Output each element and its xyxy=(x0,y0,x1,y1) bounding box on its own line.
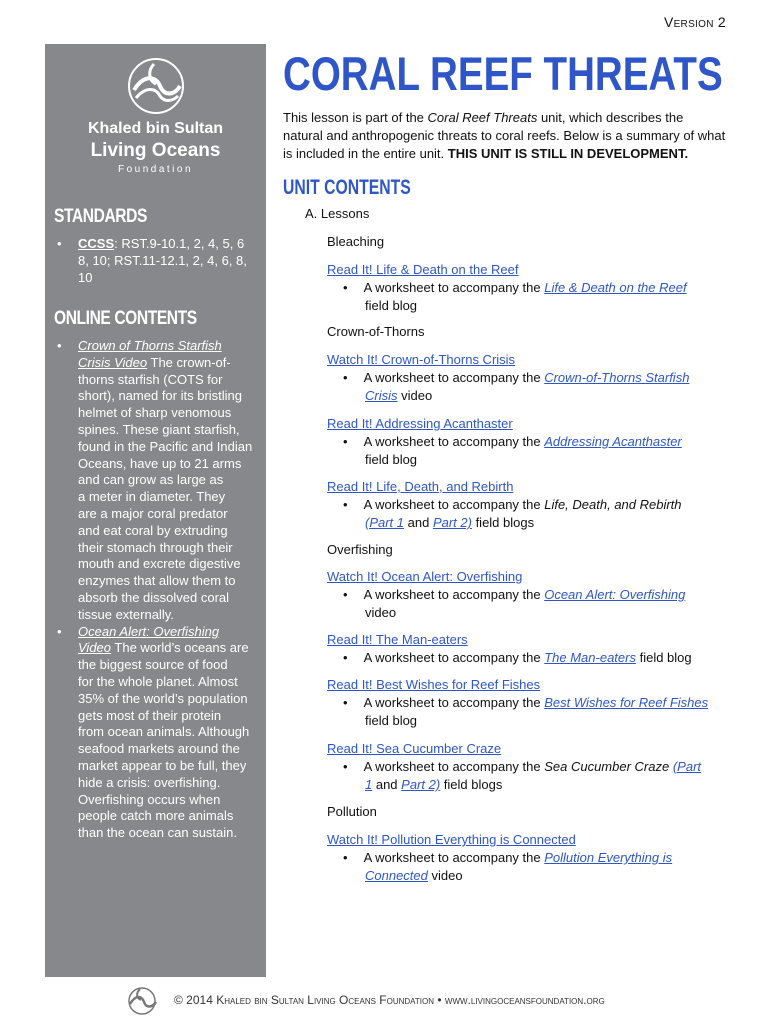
logo-line-1: Khaled bin Sultan xyxy=(87,120,224,137)
list-item-cont: field blog xyxy=(365,713,418,728)
description-line: for the whole planet. Almost xyxy=(78,673,238,689)
part1-link[interactable]: (Part xyxy=(672,759,702,774)
standards-list xyxy=(54,236,259,286)
logo-line-3: Foundation xyxy=(117,164,194,175)
blog-link[interactable]: Life & Death on the Reef xyxy=(544,280,687,295)
description-line: from ocean animals. Although xyxy=(78,724,250,740)
lesson-link-rebirth[interactable]: Read It! Life, Death, and Rebirth xyxy=(327,479,514,494)
list-item xyxy=(343,434,682,449)
description-line: The crown-of- xyxy=(147,354,231,370)
unit-contents-heading: UNIT CONTENTS xyxy=(283,176,411,199)
overfishing-video-link[interactable]: Ocean Alert: Overfishing xyxy=(78,623,220,639)
list-item xyxy=(343,370,689,385)
blog-title: Sea Cucumber Craze xyxy=(544,759,673,774)
part1-link-2[interactable]: 1 xyxy=(365,777,373,792)
sidebar xyxy=(45,44,266,977)
worksheet-suffix: field blogs xyxy=(440,777,503,792)
list-item xyxy=(343,650,692,665)
intro-text-2: unit, which describes the xyxy=(537,110,684,125)
and-text: and xyxy=(404,515,433,530)
list-item-cont xyxy=(365,388,432,403)
bullet: • xyxy=(343,434,348,449)
lesson-link-ocean-alert[interactable]: Watch It! Ocean Alert: Overfishing xyxy=(327,569,523,584)
lesson-link-pollution[interactable]: Watch It! Pollution Everything is Connected xyxy=(327,832,576,847)
bullet: • xyxy=(343,695,348,710)
foundation-logo xyxy=(45,44,266,194)
worksheet-text: A worksheet to accompany the xyxy=(363,497,545,512)
lesson-link-sea-cucumber[interactable]: Read It! Sea Cucumber Craze xyxy=(327,741,502,756)
bullet: • xyxy=(343,850,348,865)
description-line: absorb the dissolved coral xyxy=(78,589,230,605)
worksheet-text: A worksheet to accompany the xyxy=(363,280,545,295)
description-line: 35% of the world’s population xyxy=(78,690,248,706)
video-link-2[interactable]: Connected xyxy=(365,868,428,883)
development-notice: THIS UNIT IS STILL IN DEVELOPMENT. xyxy=(447,146,689,161)
wave-logo-icon xyxy=(126,56,186,116)
description-line: their stomach through their xyxy=(78,539,233,555)
ccss-text-3: 10 xyxy=(78,269,93,285)
description-line: thorns starfish (COTS for xyxy=(78,371,223,387)
list-item-cont: video xyxy=(365,605,397,620)
lesson-link-reef-fishes[interactable]: Read It! Best Wishes for Reef Fishes xyxy=(327,677,541,692)
description-line: The world’s oceans are xyxy=(111,640,249,656)
lesson-link-life-death[interactable]: Read It! Life & Death on the Reef xyxy=(327,262,519,277)
description-line: Oceans, have up to 21 arms xyxy=(78,455,242,471)
part2-link[interactable]: Part 2) xyxy=(432,515,472,530)
logo-line-2: Living Oceans xyxy=(90,140,221,161)
blog-title: Life, Death, and Rebirth xyxy=(544,497,682,512)
description-line: spines. These giant starfish, xyxy=(78,421,240,437)
bullet: • xyxy=(343,497,348,512)
description-line: are a major coral predator xyxy=(78,505,228,521)
section-bleaching: Bleaching xyxy=(327,234,385,249)
overfishing-video-link-2[interactable]: Video xyxy=(78,640,112,656)
description-line: helmet of sharp venomous xyxy=(78,405,232,421)
bullet: • xyxy=(343,587,348,602)
version-label: Version 2 xyxy=(663,14,726,30)
list-item-cont xyxy=(365,868,463,883)
description-line: gets most of their protein xyxy=(78,707,222,723)
worksheet-text: A worksheet to accompany the xyxy=(363,370,545,385)
description-line: people catch more animals xyxy=(78,808,234,824)
worksheet-suffix: video xyxy=(427,868,463,883)
part2-link[interactable]: Part 2) xyxy=(401,777,441,792)
description-line: enzymes that allow them to xyxy=(78,573,236,589)
list-item xyxy=(54,236,259,286)
video-link[interactable]: Crown-of-Thorns Starfish xyxy=(544,370,690,385)
online-contents-heading: ONLINE CONTENTS xyxy=(54,308,197,329)
description-line: and can grow as large as xyxy=(78,472,224,488)
footer-logo-icon xyxy=(120,986,164,1016)
ccss-text: : RST.9-10.1, 2, 4, 5, 6 xyxy=(114,236,245,251)
description-line: tissue externally. xyxy=(78,606,174,622)
description-line: found in the Pacific and Indian xyxy=(78,438,253,454)
list-item xyxy=(343,695,708,710)
online-contents-list xyxy=(54,338,259,842)
video-link-2[interactable]: Crisis xyxy=(365,388,398,403)
ccss-label: CCSS xyxy=(78,236,115,251)
description-line: hide a crisis: overfishing. xyxy=(78,774,221,790)
lessons-label: A. Lessons xyxy=(305,206,370,221)
intro-line-2: natural and anthropogenic threats to coral reefs. Below is a summary of what xyxy=(283,128,726,143)
intro-line-3: is included in the entire unit. xyxy=(283,146,448,161)
description-line: a meter in diameter. They xyxy=(78,489,226,505)
description-line: seafood markets around the xyxy=(78,741,240,757)
section-pollution: Pollution xyxy=(327,804,377,819)
list-item-cont xyxy=(365,515,534,530)
list-item xyxy=(343,280,687,295)
list-item-cont: field blog xyxy=(365,298,418,313)
lesson-link-man-eaters[interactable]: Read It! The Man-eaters xyxy=(327,632,468,647)
worksheet-text: A worksheet to accompany the xyxy=(363,850,545,865)
list-item xyxy=(343,497,682,512)
cots-video-link-2[interactable]: Crisis Video xyxy=(78,354,148,370)
bullet: • xyxy=(343,650,348,665)
description-line: than the ocean can sustain. xyxy=(78,825,238,841)
description-line: and eat coral by extruding xyxy=(78,522,228,538)
bullet: • xyxy=(343,280,348,295)
description-line: the biggest source of food xyxy=(78,657,228,673)
standards-heading: STANDARDS xyxy=(54,206,147,227)
lesson-link-cots-crisis[interactable]: Watch It! Crown-of-Thorns Crisis xyxy=(327,352,516,367)
description-line: Overfishing occurs when xyxy=(78,791,221,807)
footer xyxy=(120,986,680,1016)
intro-unit-name: Coral Reef Threats xyxy=(427,110,538,125)
video-link[interactable]: Pollution Everything is xyxy=(544,850,673,865)
and-text: and xyxy=(372,777,402,792)
description-line: short), named for its bristling xyxy=(78,388,243,404)
worksheet-suffix: field blogs xyxy=(471,515,535,530)
blog-link[interactable]: Best Wishes for Reef Fishes xyxy=(544,695,709,710)
list-item xyxy=(54,338,259,624)
worksheet-text: A worksheet to accompany the xyxy=(363,695,545,710)
lesson-link-acanthaster[interactable]: Read It! Addressing Acanthaster xyxy=(327,416,513,431)
blog-link[interactable]: Addressing Acanthaster xyxy=(544,434,682,449)
worksheet-text: A worksheet to accompany the xyxy=(363,434,545,449)
list-item-cont: field blog xyxy=(365,452,418,467)
worksheet-suffix: field blog xyxy=(635,650,692,665)
list-item-cont xyxy=(365,777,502,792)
section-overfishing: Overfishing xyxy=(327,542,393,557)
description-line: mouth and excrete digestive xyxy=(78,556,241,572)
intro-paragraph xyxy=(283,109,743,163)
copyright-text: © 2014 Khaled bin Sultan Living Oceans Foundation • www.livingoceansfoundation.org xyxy=(174,993,605,1007)
page-title: CORAL REEF THREATS xyxy=(283,47,723,100)
worksheet-text: A worksheet to accompany the xyxy=(363,759,545,774)
bullet: • xyxy=(343,759,348,774)
list-item xyxy=(343,587,685,602)
list-item xyxy=(343,759,701,774)
worksheet-suffix: video xyxy=(397,388,433,403)
worksheet-text: A worksheet to accompany the xyxy=(363,587,545,602)
cots-video-link[interactable]: Crown of Thorns Starfish xyxy=(78,338,222,353)
ccss-text-2: 8, 10; RST.11-12.1, 2, 4, 6, 8, xyxy=(78,252,247,268)
list-item xyxy=(54,624,259,842)
description-line: market appear to be full, they xyxy=(78,757,247,773)
bullet: • xyxy=(343,370,348,385)
section-cots: Crown-of-Thorns xyxy=(327,324,425,339)
worksheet-text: A worksheet to accompany the xyxy=(363,650,545,665)
video-link[interactable]: Ocean Alert: Overfishing xyxy=(544,587,686,602)
part1-link[interactable]: (Part 1 xyxy=(365,515,405,530)
blog-link[interactable]: The Man-eaters xyxy=(544,650,636,665)
intro-text-1: This lesson is part of the xyxy=(283,110,428,125)
list-item xyxy=(343,850,672,865)
